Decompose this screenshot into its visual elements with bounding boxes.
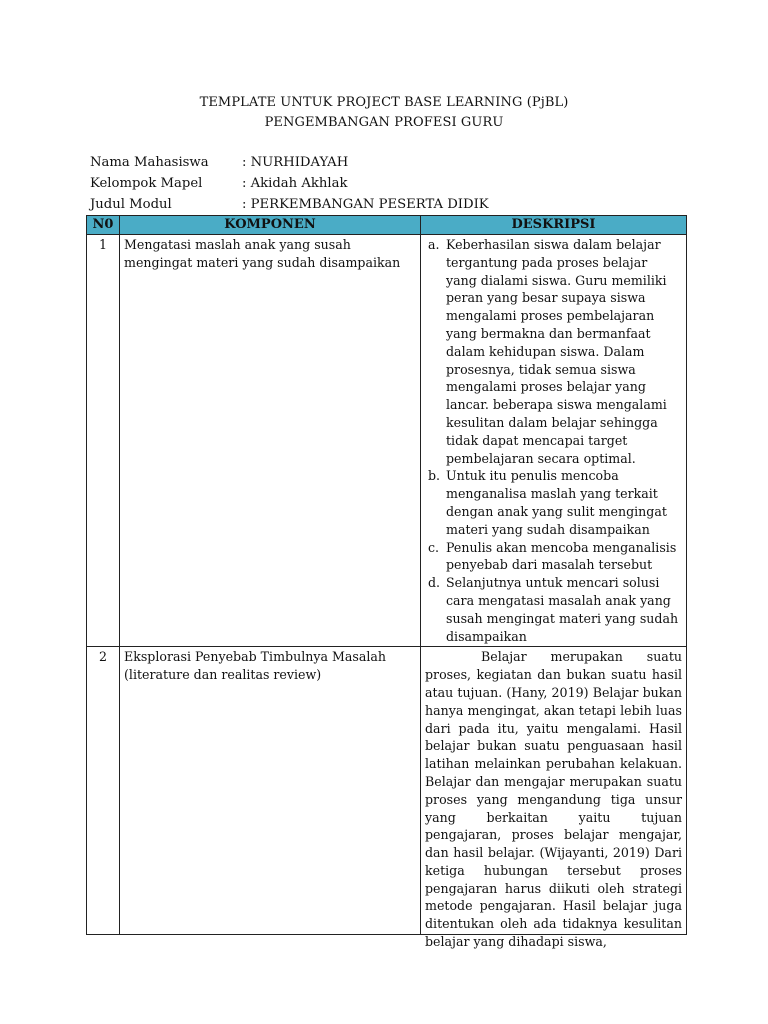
meta-value: : NURHIDAYAH	[242, 155, 349, 170]
list-marker: b.	[428, 468, 441, 484]
list-item	[425, 467, 682, 538]
list-item	[425, 236, 682, 467]
row-komponen: Mengatasi maslah anak yang susah mengingat materi yang sudah disampaikan	[120, 235, 421, 647]
meta-label: Judul Modul	[90, 197, 172, 212]
meta-label: Nama Mahasiswa	[90, 155, 209, 170]
list-marker: d.	[428, 575, 441, 591]
meta-value: : PERKEMBANGAN PESERTA DIDIK	[242, 197, 489, 212]
list-item-text: Keberhasilan siswa dalam belajar tergantung pada proses belajar yang dialami siswa. Guru memiliki peran yang besar supaya siswa mengalami proses pembelajaran yang bermakna dan bermanfaat dalam kehidupan siswa. Dalam prosesnya, tidak semua siswa mengalami proses belajar yang lancar. beberapa siswa mengalami kesulitan dalam belajar sehingga tidak dapat mencapai target pembelajaran secara optimal.	[446, 237, 667, 466]
row-number: 2	[87, 647, 120, 935]
list-marker: c.	[428, 539, 440, 555]
table-header-row	[87, 216, 687, 235]
document-title-line-2: PENGEMBANGAN PROFESI GURU	[264, 115, 504, 130]
deskripsi-list	[425, 236, 682, 645]
table-row	[87, 235, 687, 647]
pjbl-table	[86, 215, 687, 950]
table-row	[87, 647, 687, 935]
list-item-text: Selanjutnya untuk mencari solusi cara mengatasi masalah anak yang susah mengingat materi yang sudah disampaikan	[446, 575, 679, 644]
header-deskripsi: DESKRIPSI	[421, 216, 687, 235]
list-item-text: Untuk itu penulis mencoba menganalisa maslah yang terkait dengan anak yang sulit mengingat materi yang sudah disampaikan	[446, 468, 667, 537]
deskripsi-paragraph-clip	[425, 648, 682, 950]
header-komponen: KOMPONEN	[120, 216, 421, 235]
list-marker: a.	[428, 237, 440, 252]
header-no: N0	[87, 216, 120, 235]
list-item	[425, 574, 682, 645]
meta-label: Kelompok Mapel	[90, 176, 203, 191]
meta-value: : Akidah Akhlak	[242, 176, 348, 191]
deskripsi-paragraph: Belajar merupakan suatu proses, kegiatan dan bukan suatu hasil atau tujuan. (Hany, 2019) Belajar bukan hanya mengingat, akan tetapi lebih luas dari pada itu, yaitu mengalami. Hasil belajar bukan suatu penguasaan hasil latihan melainkan perubahan kelakuan. Belajar dan mengajar merupakan suatu proses yang mengandung tiga unsur yang berkaitan yaitu tujuan pengajaran, proses belajar mengajar, dan hasil belajar. (Wijayanti, 2019) Dari ketiga hubungan tersebut proses pengajaran harus diikuti oleh strategi metode pengajaran. Hasil belajar juga ditentukan oleh ada tidaknya kesulitan belajar yang dihadapi siswa,	[425, 649, 682, 950]
list-item-text: Penulis akan mencoba menganalisis penyebab dari masalah tersebut	[446, 539, 677, 573]
row-number: 1	[87, 235, 120, 647]
list-item	[425, 539, 682, 575]
row-deskripsi	[421, 647, 687, 950]
row-komponen: Eksplorasi Penyebab Timbulnya Masalah (literature dan realitas review)	[120, 647, 421, 935]
row-deskripsi	[421, 235, 687, 647]
document-title-line-1: TEMPLATE UNTUK PROJECT BASE LEARNING (PjBL)	[199, 95, 569, 110]
